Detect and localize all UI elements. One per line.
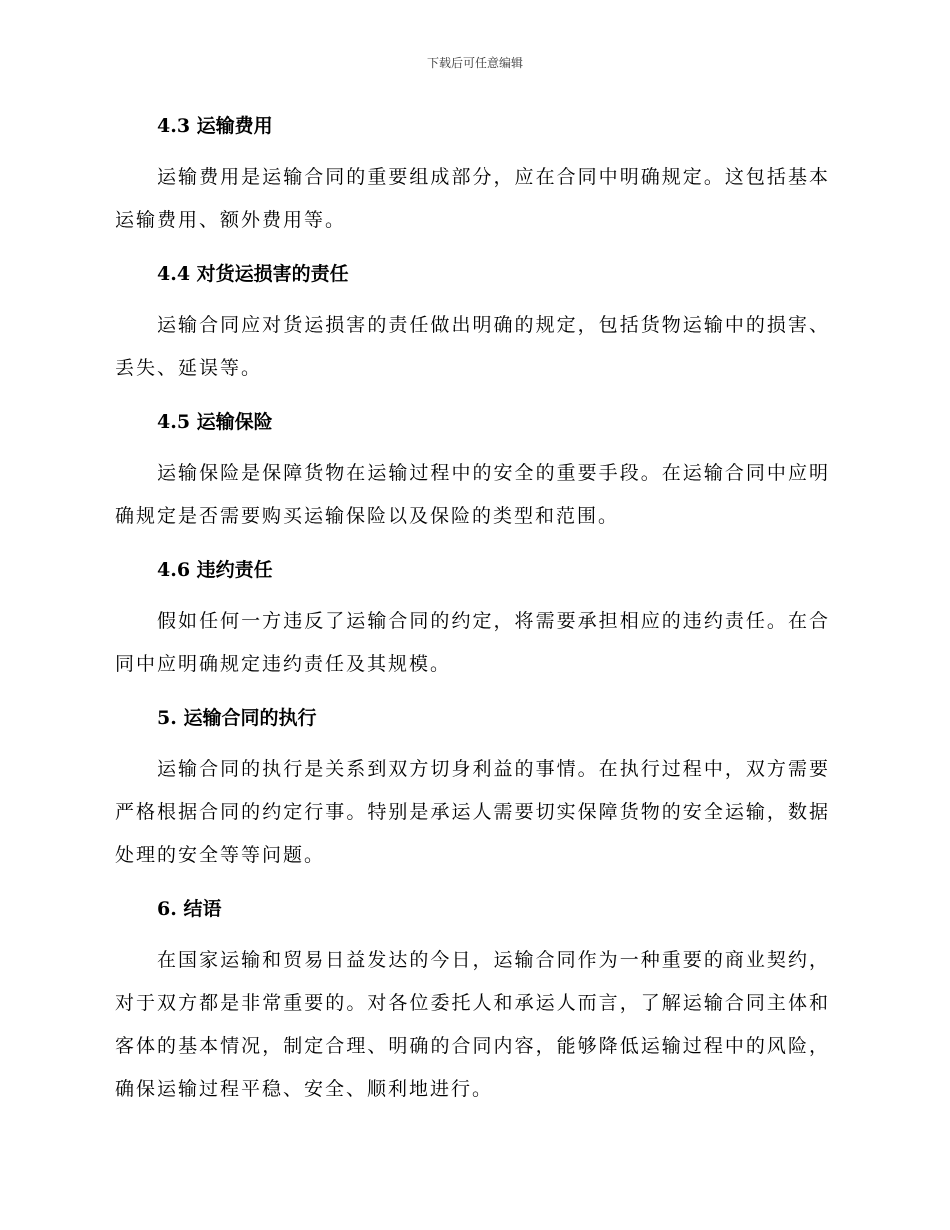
section-paragraph: 在国家运输和贸易日益发达的今日，运输合同作为一种重要的商业契约，对于双方都是非常重要的。对各位委托人和承运人而言，了解运输合同主体和客体的基本情况，制定合理、明确的合同内容，能够降低运输过程中的风险，确保运输过程平稳、安全、顺利地进行。 bbox=[115, 949, 830, 1100]
section-heading: 5. 运输合同的执行 bbox=[157, 707, 317, 729]
section-paragraph: 运输保险是保障货物在运输过程中的安全的重要手段。在运输合同中应明确规定是否需要购买运输保险以及保险的类型和范围。 bbox=[115, 462, 830, 527]
section-heading: 4.3 运输费用 bbox=[157, 115, 273, 137]
section-heading: 6. 结语 bbox=[157, 898, 222, 920]
section-heading: 4.4 对货运损害的责任 bbox=[157, 263, 349, 285]
section-paragraph: 运输费用是运输合同的重要组成部分，应在合同中明确规定。这包括基本运输费用、额外费用等。 bbox=[115, 166, 830, 231]
section-4-6 bbox=[115, 554, 830, 702]
section-4-5 bbox=[115, 406, 830, 554]
section-4-4 bbox=[115, 258, 830, 406]
section-paragraph: 运输合同应对货运损害的责任做出明确的规定，包括货物运输中的损害、丢失、延误等。 bbox=[115, 314, 830, 379]
section-heading: 4.5 运输保险 bbox=[157, 411, 273, 433]
section-heading: 4.6 违约责任 bbox=[157, 559, 273, 581]
section-paragraph: 运输合同的执行是关系到双方切身利益的事情。在执行过程中，双方需要严格根据合同的约定行事。特别是承运人需要切实保障货物的安全运输，数据处理的安全等等问题。 bbox=[115, 758, 830, 866]
section-5 bbox=[115, 702, 830, 893]
document-body bbox=[115, 110, 830, 1111]
section-paragraph: 假如任何一方违反了运输合同的约定，将需要承担相应的违约责任。在合同中应明确规定违约责任及其规模。 bbox=[115, 610, 830, 675]
page-header: 下载后可任意编辑 bbox=[426, 56, 523, 70]
section-4-3 bbox=[115, 110, 830, 258]
section-6 bbox=[115, 893, 830, 1111]
